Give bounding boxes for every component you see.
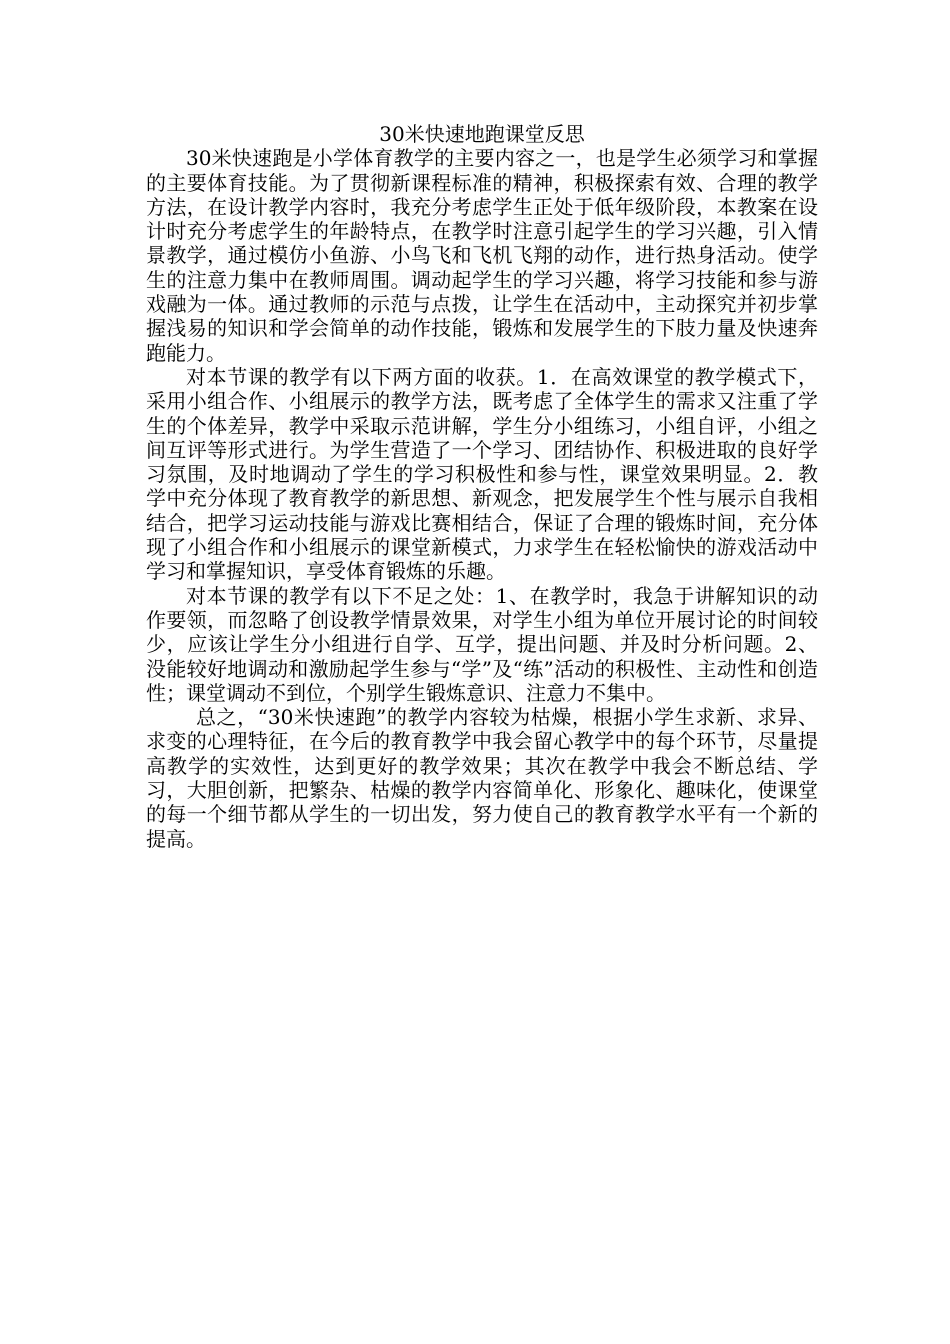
paragraph-gains: 对本节课的教学有以下两方面的收获。1．在高效课堂的教学模式下，采用小组合作、小组展示的教学方法，既考虑了全体学生的需求又注重了学生的个体差异，教学中采取示范讲解，学生分小组练习，小组自评，小组之间互评等形式进行。为学生营造了一个学习、团结协作、积极进取的良好学习氛围，及时地调动了学生的学习积极性和参与性，课堂效果明显。2．教学中充分体现了教育教学的新思想、新观念，把发展学生个性与展示自我相结合，把学习运动技能与游戏比赛相结合，保证了合理的锻炼时间，充分体现了小组合作和小组展示的课堂新模式，力求学生在轻松愉快的游戏活动中学习和掌握知识，享受体育锻炼的乐趣。 <box>146 364 818 584</box>
document-title: 30米快速地跑课堂反思 <box>379 122 585 146</box>
paragraph-shortcomings: 对本节课的教学有以下不足之处：1、在教学时，我急于讲解知识的动作要领，而忽略了创设教学情景效果，对学生小组为单位开展讨论的时间较少，应该让学生分小组进行自学、互学，提出问题、并及时分析问题。2、没能较好地调动和激励起学生参与“学”及“练”活动的积极性、主动性和创造性；课堂调动不到位，个别学生锻炼意识、注意力不集中。 <box>146 583 818 705</box>
paragraph-intro: 30米快速跑是小学体育教学的主要内容之一，也是学生必须学习和掌握的主要体育技能。为了贯彻新课程标准的精神，积极探索有效、合理的教学方法，在设计教学内容时，我充分考虑学生正处于低年级阶段，本教案在设计时充分考虑学生的年龄特点，在教学时注意引起学生的学习兴趣，引入情景教学，通过模仿小鱼游、小鸟飞和飞机飞翔的动作，进行热身活动。使学生的注意力集中在教师周围。调动起学生的学习兴趣，将学习技能和参与游戏融为一体。通过教师的示范与点拨，让学生在活动中，主动探究并初步掌握浅易的知识和学会简单的动作技能，锻炼和发展学生的下肢力量及快速奔跑能力。 <box>146 146 818 365</box>
paragraph-summary: 总之，“30米快速跑”的教学内容较为枯燥，根据小学生求新、求异、求变的心理特征，在今后的教育教学中我会留心教学中的每个环节，尽量提高教学的实效性，达到更好的教学效果；其次在教学中我会不断总结、学习，大胆创新，把繁杂、枯燥的教学内容简单化、形象化、趣味化，使课堂的每一个细节都从学生的一切出发，努力使自己的教育教学水平有一个新的提高。 <box>146 705 818 851</box>
document-page <box>146 122 818 851</box>
